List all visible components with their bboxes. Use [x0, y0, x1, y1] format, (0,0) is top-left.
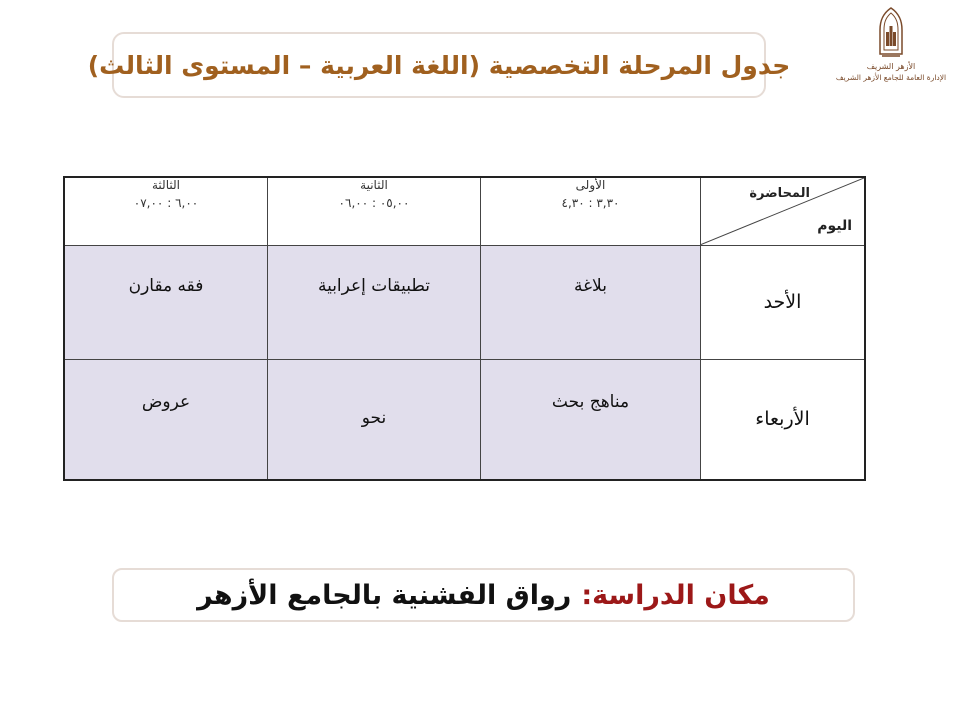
lecture-time: ٦,٠٠ : ٠٧,٠٠ [133, 196, 199, 210]
course-cell: فقه مقارن [64, 245, 268, 359]
azhar-logo [826, 6, 956, 98]
table-row [64, 359, 865, 480]
title-box [87, 32, 791, 98]
lecture-header-3 [64, 177, 268, 245]
lecture-header-1 [481, 177, 701, 245]
course-cell: تطبيقات إعرابية [268, 245, 481, 359]
logo-caption-line2: الإدارة العامة للجامع الأزهر الشريف [835, 73, 947, 82]
lecture-name: الثانية [360, 178, 388, 192]
page-title: جدول المرحلة التخصصية (اللغة العربية – المستوى الثالث) [87, 50, 791, 80]
study-location-box [112, 568, 855, 622]
lecture-name: الثالثة [152, 178, 180, 192]
study-location-label: مكان الدراسة: [581, 579, 770, 611]
lecture-name: الأولى [575, 178, 606, 192]
lecture-header-2 [268, 177, 481, 245]
course-cell: نحو [268, 359, 481, 480]
day-cell: الأحد [701, 245, 866, 359]
logo-caption-line1: الأزهر الشريف [866, 62, 916, 71]
course-cell: مناهج بحث [481, 359, 701, 480]
table-row [64, 245, 865, 359]
lecture-time: ٣,٣٠ : ٤,٣٠ [561, 196, 620, 210]
study-location-value: رواق الفشنية بالجامع الأزهر [197, 579, 572, 611]
course-cell: عروض [64, 359, 268, 480]
day-cell: الأربعاء [701, 359, 866, 480]
schedule-table [63, 176, 866, 481]
course-cell: بلاغة [481, 245, 701, 359]
corner-label-lecture: المحاضرة [749, 186, 810, 201]
corner-label-day: اليوم [817, 218, 852, 234]
table-header-row [64, 177, 865, 245]
lecture-time: ٠٥,٠٠ : ٠٦,٠٠ [338, 196, 410, 210]
azhar-emblem-icon [876, 6, 906, 58]
corner-header-cell [701, 177, 866, 245]
